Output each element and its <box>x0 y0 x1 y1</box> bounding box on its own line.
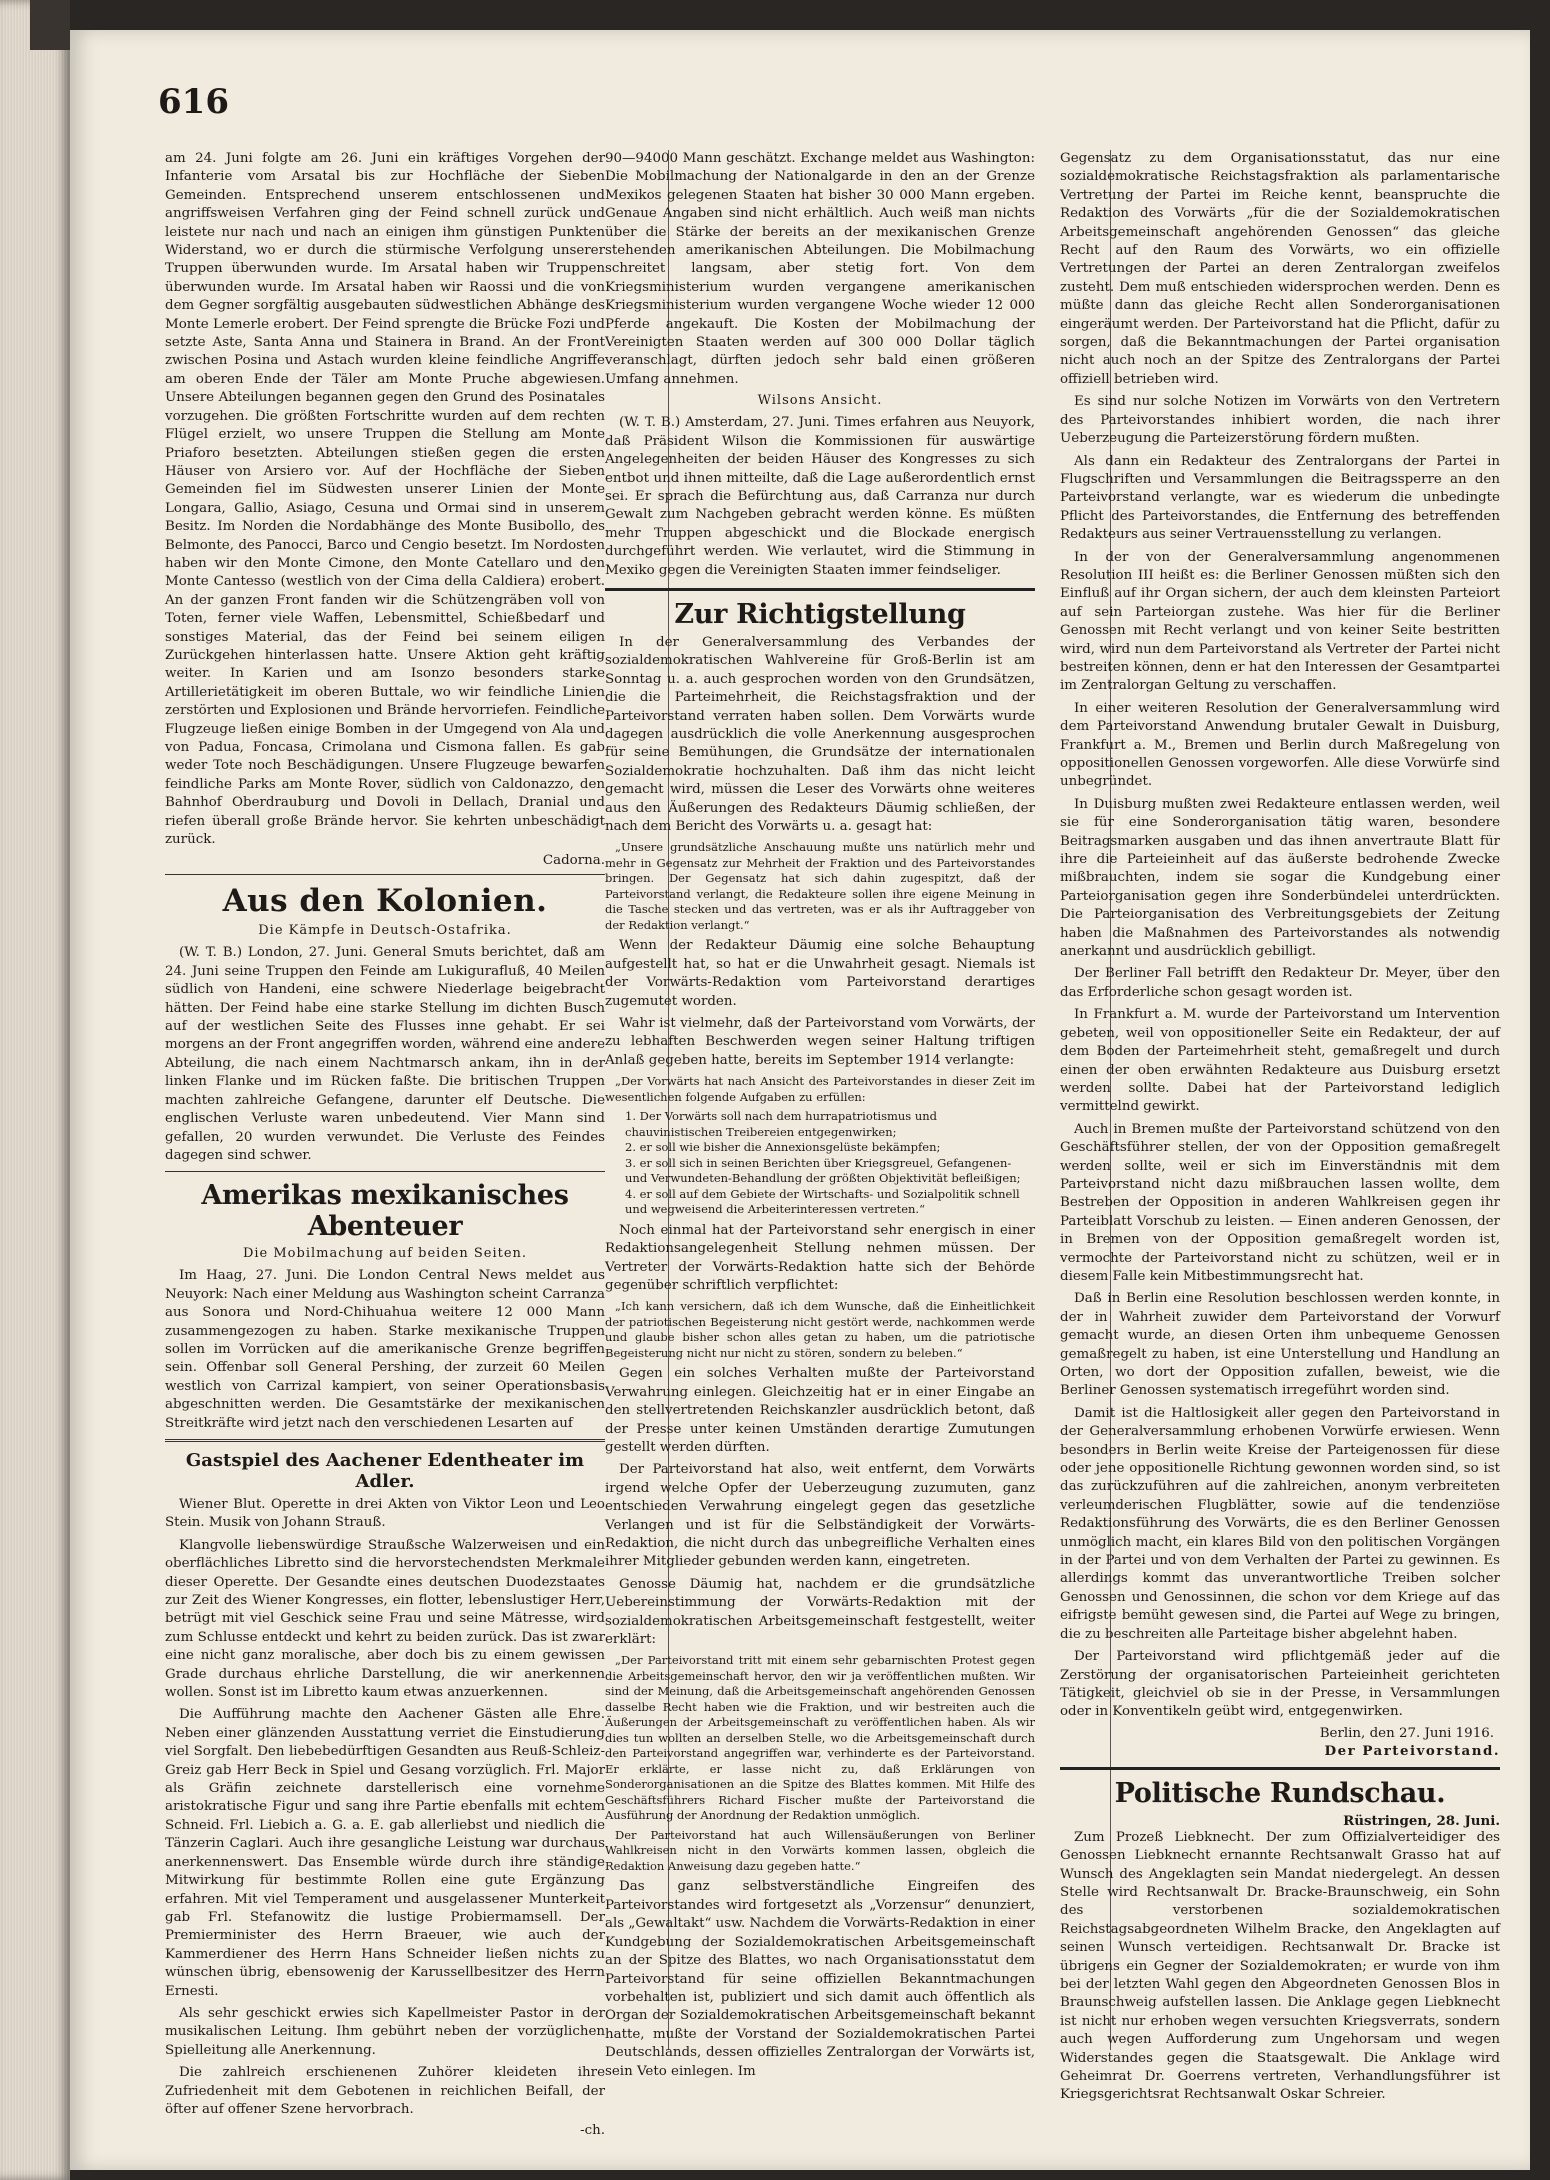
book-spine-shadow <box>30 0 70 50</box>
heading-politische-rundschau: Politische Rundschau. <box>1114 1777 1446 1809</box>
list-item: 1. Der Vorwärts soll nach dem hurrapatriotismus und chauvinistischen Treibereien entgegenwirken; <box>625 1109 938 1139</box>
rundschau-paragraph: Zum Prozeß Liebknecht. Der zum Offizialverteidiger des Genossen Liebknecht ernannte Rechtsanwalt Grasso hat auf Wunsch des Angeklagten sein Mandat niedergelegt. An dessen Stelle wird Rechtsanwalt Dr. Bracke-Braunschweig, ein Sohn des verstorbenen sozialdemokratischen Reichstagsabgeordneten Wilhelm Bracke, den Angeklagten auf seinen Wunsch verteidigen. Rechtsanwalt Dr. Bracke ist übrigens ein Gegner der Sozialdemokraten; er wurde von ihm bei der letzten Wahl gegen den Abgeordneten Genossen Blos in Braunschweig aufstellen lassen. Die Anklage gegen Liebknecht ist nicht nur erhoben wegen versuchten Kriegsverrats, sondern auch wegen Aufforderung zum Ungehorsam und wegen Widerstandes gegen die Staatsgewalt. Die Anklage wird Geheimrat Dr. Goerrens vertreten, Verhandlungsführer ist Kriegsgerichtsrat Rechtsanwalt Oskar Schreier. <box>1060 1829 1500 2103</box>
gastspiel-paragraph-3: Die Aufführung machte den Aachener Gästen alle Ehre. Neben einer glänzenden Ausstattung verriet die Einstudierung viel Sorgfalt. Den liebebedürftigen Gesandten aus Reuß-Schleiz-Greiz gab Herr Beck in Spiel und Gesang vorzüglich. Frl. Major als Gräfin zeichnete darstellerisch eine vornehme aristokratische Figur und sang ihre Partie ebenfalls mit echtem Schneid. Frl. Liebich a. G. a. E. gab allerliebst und niedlich die Tänzerin Caglari. Auch ihre gesangliche Leistung war durchaus anerkennenswert. Das Ensemble würde durch ihre ständige Mitwirkung für bestimmte Rollen eine gute Ergänzung erfahren. Mit viel Temperament und ausgelassener Munterkeit gab Frl. Stefanowitz die lustige Probiermamsell. Der Premierminister des Herrn Braeuer, wie auch der Kammerdiener des Herrn Hans Schneider ließen nichts zu wünschen übrig, ebensowenig der Karussellbesitzer des Herrn Ernesti. <box>165 1707 605 1999</box>
divider <box>165 1171 605 1172</box>
col3-paragraph-8: In Frankfurt a. M. wurde der Parteivorstand um Intervention gebeten, weil von oppositioneller Seite ein Redakteur, der auf dem Boden der Parteimehrheit steht, gemaßregelt und durch einen der oben erwähnten Redakteure aus Duisburg ersetzt werden sollte. Dabei hat der Parteivorstand lediglich vermittelnd gewirkt. <box>1060 1007 1500 1115</box>
col3-paragraph-9: Auch in Bremen mußte der Parteivorstand schützend von den Geschäftsführer stellen, der von der Opposition gemaßregelt werden sollte, weil er sich im Einverständnis mit dem Parteivorstand nicht dazu mißbrauchen lassen wollte, dem Bestreben der Opposition in anderen Wahlkreisen gegen ihr Parteiblatt Vorschub zu leisten. — Einen anderen Genossen, der in Bremen von der Opposition gemaßregelt worden ist, vermochte der Parteivorstand nicht zu schützen, weil er in diesem Falle kein Mitbestimmungsrecht hat. <box>1060 1121 1500 1284</box>
quote-2: „Der Vorwärts hat nach Ansicht des Parteivorstandes in dieser Zeit im wesentlichen folgende Aufgaben zu erfüllen: <box>605 1074 1035 1104</box>
gastspiel-paragraph-5: Die zahlreich erschienenen Zuhörer kleideten ihre Zufriedenheit mit dem Gebotenen in reichlichen Beifall, der öfter auf offener Szene hervorbrach. <box>165 2065 605 2117</box>
col3-paragraph-3: Als dann ein Redakteur des Zentralorgans der Partei in Flugschriften und Versammlungen die Beitragssperre an den Parteivorstand verlangte, war es wiederum die unbedingte Pflicht des Parteivorstandes, die Entfernung des betreffenden Redakteurs aus seiner Vertrauensstellung zu verlangen. <box>1060 453 1500 543</box>
heading-amerikas-abenteuer: Amerikas mexikanisches Abenteuer <box>201 1180 569 1243</box>
cadorna-signature: Cadorna. <box>542 853 605 869</box>
richtig-paragraph-5: Gegen ein solches Verhalten mußte der Parteivorstand Verwahrung einlegen. Gleichzeitig hat er in einer Eingabe an den stellvertretenden Reichskanzler ausdrücklich betont, daß der Presse unter keinen Umständen derartige Zumutungen gestellt werden dürften. <box>605 1366 1035 1455</box>
col3-paragraph-7: Der Berliner Fall betrifft den Redakteur Dr. Meyer, über den das Erforderliche schon gesagt worden ist. <box>1060 966 1500 1000</box>
heading-aus-den-kolonien: Aus den Kolonien. <box>222 883 548 920</box>
page-number: 616 <box>158 82 229 122</box>
column-2 <box>605 150 1035 2090</box>
subheading-deutsch-ostafrika: Die Kämpfe in Deutsch-Ostafrika. <box>258 923 512 939</box>
amerika-paragraph: Im Haag, 27. Juni. Die London Central News meldet aus Neuyork: Nach einer Meldung aus Washington scheint Carranza aus Sonora und Nord-Chihuahua weitere 12 000 Mann zusammengezogen zu haben. Starke mexikanische Truppen sollen im Vorrücken auf die amerikanische Grenze begriffen sein. Offenbar soll General Pershing, der zurzeit 60 Meilen westlich von Carrizal kampiert, von seiner Operationsbasis abgeschnitten werden. Die Gesamtstärke der mexikanischen Streitkräfte wird jetzt nach den verschiedenen Lesarten auf <box>165 1268 605 1431</box>
parteivorstand-signature: Der Parteivorstand. <box>1324 1742 1500 1759</box>
richtig-paragraph-8: Das ganz selbstverständliche Eingreifen des Parteivorstandes wird fortgesetzt als „Vorzensur“ denunziert, als „Gewaltakt“ usw. Nachdem die Vorwärts-Redaktion in einer Kundgebung der Sozialdemokratischen Arbeitsgemeinschaft an der Spitze des Blattes, wo nach Organisationsstatut dem Parteivorstand für seine offiziellen Bekanntmachungen vorbehalten ist, publiziert und sich damit auch öffentlich als Organ der Sozialdemokratischen Arbeitsgemeinschaft bekannt hatte, mußte der Vorstand der Sozialdemokratischen Partei Deutschlands, dessen offizielles Zentralorgan der Vorwärts ist, sein Veto einlegen. Im <box>605 1879 1035 2079</box>
gastspiel-signature: -ch. <box>580 2123 605 2139</box>
col3-paragraph-10: Daß in Berlin eine Resolution beschlossen werden konnte, in der in Wahrheit zuwider dem Parteivorstand der Vorwurf gemacht wurde, an diesen Orten ihm unbequeme Genossen gemaßregelt zu haben, ist eine Unterstellung und Handlung an Orten, wo dort der Opposition zufallen, beweist, wie die Berliner Genossen systematisch irregeführt worden sind. <box>1060 1291 1500 1399</box>
subheading-wilsons-ansicht: Wilsons Ansicht. <box>757 393 883 409</box>
gastspiel-paragraph-1: Wiener Blut. Operette in drei Akten von Viktor Leon und Leo Stein. Musik von Johann Strauß. <box>165 1496 605 1531</box>
gastspiel-paragraph-4: Als sehr geschickt erwies sich Kapellmeister Pastor in der musikalischen Leitung. Ihm gebührt neben der vorzüglichen Spielleitung alle Anerkennung. <box>165 2005 605 2058</box>
quote-5: Der Parteivorstand hat auch Willensäußerungen von Berliner Wahlkreisen nicht in den Vorwärts kommen lassen, obgleich die Redaktion Anweisung dazu gegeben hatte.“ <box>605 1827 1035 1873</box>
dateline: Berlin, den 27. Juni 1916. <box>1319 1725 1494 1741</box>
column-1 <box>165 150 605 2139</box>
divider <box>165 874 605 875</box>
kolonien-paragraph: (W. T. B.) London, 27. Juni. General Smuts berichtet, daß am 24. Juni seine Truppen den Feinde am Lukigurafluß, 40 Meilen südlich von Handeni, eine schwere Niederlage beigebracht hätten. Der Feind habe eine starke Stellung im dichten Busch auf der westlichen Seite des Flusses inne gehabt. Er sei morgens an der Front angegriffen worden, während eine andere Abteilung, die nach einem Nachtmarsch ankam, ihn in der linken Flanke und im Rücken faßte. Die britischen Truppen machten zahlreiche Gefangene, darunter elf Deutsche. Die englischen Verluste waren unbedeutend. Vier Mann sind gefallen, 20 wurden verwundet. Die Verluste des Feindes dagegen sind schwer. <box>165 945 605 1163</box>
newspaper-page <box>70 30 1530 2170</box>
double-divider <box>165 1439 605 1442</box>
list-item: 3. er soll sich in seinen Berichten über Kriegsgreuel, Gefangenen- und Verwundeten-Behandlung der größten Objektivität befleißigen; <box>625 1155 1021 1186</box>
list-item: 2. er soll wie bisher die Annexionsgelüste bekämpfen; <box>625 1140 941 1155</box>
column-3 <box>1060 150 1500 2103</box>
heading-gastspiel: Gastspiel des Aachener Edentheater im Adler. <box>185 1449 585 1492</box>
col3-paragraph-12: Der Parteivorstand wird pflichtgemäß jeder auf die Zerstörung der organisatorischen Parteieinheit gerichteten Tätigkeit, gleichviel ob sie in der Presse, in Versammlungen oder in Konventikeln geübt wird, entgegenwirken. <box>1060 1649 1500 1720</box>
divider <box>1060 1767 1500 1770</box>
quote-1: „Unsere grundsätzliche Anschauung mußte uns natürlich mehr und mehr in Gegensatz zur Mehrheit der Fraktion und des Parteivorstandes bringen. Der Gegensatz hat sich dahin zugespitzt, daß der Parteivorstand verlangt, die Redakteure sollen ihre eigene Meinung in die Tasche stecken und das vertreten, was er als ihr Auftraggeber von der Redaktion verlangt.“ <box>605 840 1035 932</box>
demands-list <box>625 1109 1035 1218</box>
richtig-paragraph-3: Wahr ist vielmehr, daß der Parteivorstand vom Vorwärts, der zu lebhaften Beschwerden wegen seiner Haltung triftigen Anlaß gegeben hatte, bereits im September 1914 verlangte: <box>605 1016 1035 1068</box>
richtig-paragraph-7: Genosse Däumig hat, nachdem er die grundsätzliche Uebereinstimmung der Vorwärts-Redaktion mit der sozialdemokratischen Arbeitsgemeinschaft festgestellt, weiter erklärt: <box>605 1576 1035 1648</box>
list-item: 4. er soll auf dem Gebiete der Wirtschafts- und Sozialpolitik schnell und wegweisend die Arbeiterinteressen vertreten.“ <box>625 1186 1020 1217</box>
subheading-mobilmachung: Die Mobilmachung auf beiden Seiten. <box>242 1246 528 1262</box>
quote-3: „Ich kann versichern, daß ich dem Wunsche, daß die Einheitlichkeit der patriotischen Begeisterung nicht gestört werde, nachkommen werde und glaube bisher schon alles getan zu haben, um die patriotische Begeisterung nicht nur nicht zu stören, sondern zu beleben.“ <box>605 1299 1035 1360</box>
col3-paragraph-6: In Duisburg mußten zwei Redakteure entlassen werden, weil sie für eine Sonderorganisation tätig waren, besondere Beitragsmarken ausgaben und das ihnen anvertraute Blatt für ihre die Parteieinheit auf das äußerste bedrohende Zwecke mißbrauchten, indem sie sogar die Kundgebung einer Parteiorganisation gegen ihre Sonderbündelei unterdrückten. Die Parteiorganisation des Verbreitungsgebiets der Zeitung haben die Maßnahmen des Parteivorstandes als notwendig anerkannt und ausdrücklich gebilligt. <box>1060 796 1500 960</box>
col3-paragraph-5: In einer weiteren Resolution der Generalversammlung wird dem Parteivorstand Anwendung brutaler Gewalt in Duisburg, Frankfurt a. M., Bremen und Berlin durch Maßregelung von oppositionellen Genossen vorgeworfen. Alle diese Vorwürfe sind unbegründet. <box>1060 700 1500 790</box>
rundschau-dateline: Rüstringen, 28. Juni. <box>1343 1812 1500 1829</box>
gastspiel-paragraph-2: Klangvolle liebenswürdige Straußsche Walzerweisen und ein oberflächliches Libretto sind die hervorstechendsten Merkmale dieser Operette. Der Gesandte eines deutschen Duodezstaates zur Zeit des Wiener Kongresses, ein flotter, lebenslustiger Herr, betrügt mit viel Geschick seine Frau und seine Mätresse, wird zum Schlusse entdeckt und kehrt zu beiden zurück. Das ist zwar eine nicht ganz moralische, aber doch bis zu einem gewissen Grade durchaus ehrliche Darstellung, die wir anerkennen wollen. Sonst ist im Libretto kaum etwas anzuerkennen. <box>165 1537 605 1701</box>
col3-paragraph-2: Es sind nur solche Notizen im Vorwärts von den Vertretern des Parteivorstandes inhibiert worden, die nach ihrer Ueberzeugung die Parteizerstörung fördern mußten. <box>1060 394 1500 447</box>
richtig-paragraph-1: In der Generalversammlung des Verbandes der sozialdemokratischen Wahlvereine für Groß-Berlin ist am Sonntag u. a. auch gesprochen worden von den Grundsätzen, die die Parteimehrheit, die Reichstagsfraktion und der Parteivorstand verraten haben sollen. Dem Vorwärts wurde dagegen ausdrücklich die volle Anerkennung ausgesprochen für seine Bemühungen, die Grundsätze der internationalen Sozialdemokratie hochzuhalten. Daß ihm das nicht leicht gemacht wird, müssen die Leser des Vorwärts ohne weiteres aus den Äußerungen des Redakteurs Däumig schließen, der nach dem Bericht des Vorwärts u. a. gesagt hat: <box>605 634 1035 834</box>
col3-paragraph-11: Damit ist die Haltlosigkeit aller gegen den Parteivorstand in der Generalversammlung erhobenen Vorwürfe erwiesen. Wenn besonders in Berlin weite Kreise der Parteigenossen für diese oder jene oppositionelle Richtung gewonnen worden sind, so ist das zurückzuführen auf die zahlreichen, anonym verbreiteten verleumderischen Flugblätter, sowie auf die tendenziöse Redaktionsführung des Vorwärts, die es den Berliner Genossen unmöglich macht, ein klares Bild von den politischen Vorgängen in der Partei und von dem Verhalten der Partei zu gewinnen. Es allerdings kommt das unverantwortliche Treiben solcher Genossen und Genossinnen, die schon vor dem Kriege auf das eifrigste bemüht gewesen sind, die Partei auf Wege zu bringen, die zu beschreiten alle Parteitage bisher abgelehnt haben. <box>1060 1405 1500 1642</box>
col3-paragraph-1: Gegensatz zu dem Organisationsstatut, das nur eine sozialdemokratische Reichstagsfraktion als parlamentarische Vertretung der Partei im Reiche kennt, beanspruchte die Redaktion des Vorwärts „für die der Sozialdemokratischen Arbeitsgemeinschaft angehörenden Genossen“ das gleiche Recht auf den Raum des Vorwärts, wo ein offizielle Vertretungen der Partei an deren Zentralorgan zweifelos zusteht. Dem muß entschieden widersprochen werden. Denn es müßte dann das gleiche Recht allen Sonderorganisationen eingeräumt werden. Der Parteivorstand hat die Pflicht, dafür zu sorgen, daß die Bekanntmachungen der Partei organisation nicht auch noch an der Spitze des Zentralorgans der Partei offiziell betrieben wird. <box>1060 151 1500 387</box>
book-page-edges <box>0 0 70 2180</box>
col2-intro-paragraph: 90—94000 Mann geschätzt. Exchange meldet aus Washington: Die Mobilmachung der Nationalgarde in den an der Grenze Mexikos gelegenen Staaten hat bisher 30 000 Mann ergeben. Genaue Angaben sind nicht erhältlich. Auch weiß man nichts über die Stärke der bereits an der mexikanischen Grenze stehenden amerikanischen Abteilungen. Die Mobilmachung schreitet langsam, aber stetig fort. Von dem Kriegsministerium wurden vergangene amerikanischen Kriegsministerium wurden vergangene Woche wieder 12 000 Pferde angekauft. Die Kosten der Mobilmachung der Vereinigten Staaten werden auf 300 000 Dollar täglich veranschlagt, dürften jedoch sehr bald einen größeren Umfang annehmen. <box>605 151 1035 387</box>
col1-intro-paragraph: am 24. Juni folgte am 26. Juni ein kräftiges Vorgehen der Infanterie vom Arsatal bis zur Hochfläche der Sieben Gemeinden. Entsprechend unserem entschlossenen und angriffsweisen Verfahren ging der Feind schnell zurück und leistete nur nach und nach an einigen ihm günstigen Punkten Widerstand, wo er durch die stürmische Verfolgung unserer Truppen überwunden wurde. Im Arsatal haben wir Truppen überwunden wurde. Im Arsatal haben wir Raossi und die von dem Gegner sorgfältig ausgebauten südwestlichen Abhänge des Monte Lemerle erobert. Der Feind sprengte die Brücke Fozi und setzte Aste, Santa Anna und Stainera in Brand. An der Front zwischen Posina und Astach wurden kleine feindliche Angriffe am oberen Ende der Täler am Monte Pruche abgewiesen. Unsere Abteilungen begannen gegen den Grund des Posinatales vorzugehen. Die größten Fortschritte wurden auf dem rechten Flügel erzielt, wo unsere Truppen die Stellung am Monte Priaforo besetzten. Abteilungen stießen gegen die ersten Häuser von Arsiero vor. Auf der Hochfläche der Sieben Gemeinden fiel im Südwesten unserer Linien der Monte Longara, Gallio, Asiago, Cesuna und Ormai sind in unserem Besitz. Im Norden die Nordabhänge des Monte Busibollo, des Belmonte, des Panocci, Barco und Cengio besetzt. Im Nordosten haben wir den Monte Cimone, den Monte Catellaro und den Monte Cantesso (westlich von der Cima della Caldiera) erobert. An der ganzen Front fanden wir die Schützengräben voll von Toten, ferner viele Waffen, Lebensmittel, Schießbedarf und sonstiges Material, das der Feind bei seinem eiligen Zurückgehen hinterlassen hatte. Unsere Aktion geht kräftig weiter. In Karien und am Isonzo besonders starke Artillerietätigkeit im oberen Buttale, wo wir feindliche Linien zerstörten und Explosionen und Brände hervorriefen. Feindliche Flugzeuge ließen einige Bomben in der Umgegend von Ala und von Padua, Foncasa, Crimolana und Cismona fallen. Es gab weder Tote noch Beschädigungen. Unsere Flugzeuge bewarfen feindliche Parks am Monte Rover, südlich von Caldonazzo, den Bahnhof Oberdrauburg und Dovoli in Dellach, Dranial und riefen überall große Brände hervor. Sie kehrten unbeschädigt zurück. <box>165 151 605 848</box>
heading-zur-richtigstellung: Zur Richtigstellung <box>674 598 966 630</box>
richtig-paragraph-6: Der Parteivorstand hat also, weit entfernt, dem Vorwärts irgend welche Opfer der Ueberzeugung zuzumuten, ganz entschieden Verwahrung eingelegt gegen das gesetzliche Verlangen und ist für die Selbständigkeit der Vorwärts-Redaktion, die nicht durch das unbegreifliche Verhalten eines ihrer Mitglieder gebunden werden kann, eingetreten. <box>605 1462 1035 1570</box>
wilson-paragraph: (W. T. B.) Amsterdam, 27. Juni. Times erfahren aus Neuyork, daß Präsident Wilson die Kommissionen für auswärtige Angelegenheiten der beiden Häuser des Kongresses zu sich entbot und ihnen mitteilte, daß die Lage außerordentlich ernst sei. Er sprach die Befürchtung aus, daß Carranza nur durch Gewalt zum Nachgeben gebracht werden könne. Es müßten mehr Truppen abgeschickt und die Blockade energisch durchgeführt werden. Wie verlautet, wird die Stimmung in Mexiko gegen die Vereinigten Staaten immer feindseliger. <box>605 415 1035 578</box>
divider <box>605 588 1035 591</box>
richtig-paragraph-2: Wenn der Redakteur Däumig eine solche Behauptung aufgestellt hat, so hat er die Unwahrheit gesagt. Niemals ist der Vorwärts-Redaktion vom Parteivorstand derartiges zugemutet worden. <box>605 938 1035 1009</box>
col3-paragraph-4: In der von der Generalversammlung angenommenen Resolution III heißt es: die Berliner Genossen müßten sich den Einfluß auf ihr Organ sichern, der auch dem kleinsten Parteiort auf sein Parteiorgan zustehe. Was hier für die Berliner Genossen mit Recht verlangt und von keiner Seite bestritten wird, wird nun dem Parteivorstand als Vertreter der Partei nicht bestreiten können, denn er hat den Interessen der Gesamtpartei im Zentralorgan Geltung zu verschaffen. <box>1060 549 1500 694</box>
quote-4: „Der Parteivorstand tritt mit einem sehr gebarnischten Protest gegen die Arbeitsgemeinschaft hervor, den wir ja veröffentlichen mußten. Wir sind der Meinung, daß die Arbeitsgemeinschaft angehörenden Genossen dasselbe Recht haben wie die Fraktion, und wir bestreiten auch die Äußerungen der Arbeitsgemeinschaft zu veröffentlichen haben. Als wir dies tun wollten an derselben Stelle, wo die Arbeitsgemeinschaft durch den Parteivorstand angegriffen war, verhinderte es der Parteivorstand. Er erklärte, er lasse nicht zu, daß Erklärungen von Sonderorganisationen an die Spitze des Blattes kommen. Mit Hilfe des Geschäftsführers Richard Fischer mußte der Parteivorstand die Ausführung der Anordnung der Redaktion unmöglich. <box>605 1653 1035 1823</box>
richtig-paragraph-4: Noch einmal hat der Parteivorstand sehr energisch in einer Redaktionsangelegenheit Stellung nehmen müssen. Der Vertreter der Vorwärts-Redaktion hatte sich der Behörde gegenüber schriftlich verpflichtet: <box>605 1222 1035 1293</box>
